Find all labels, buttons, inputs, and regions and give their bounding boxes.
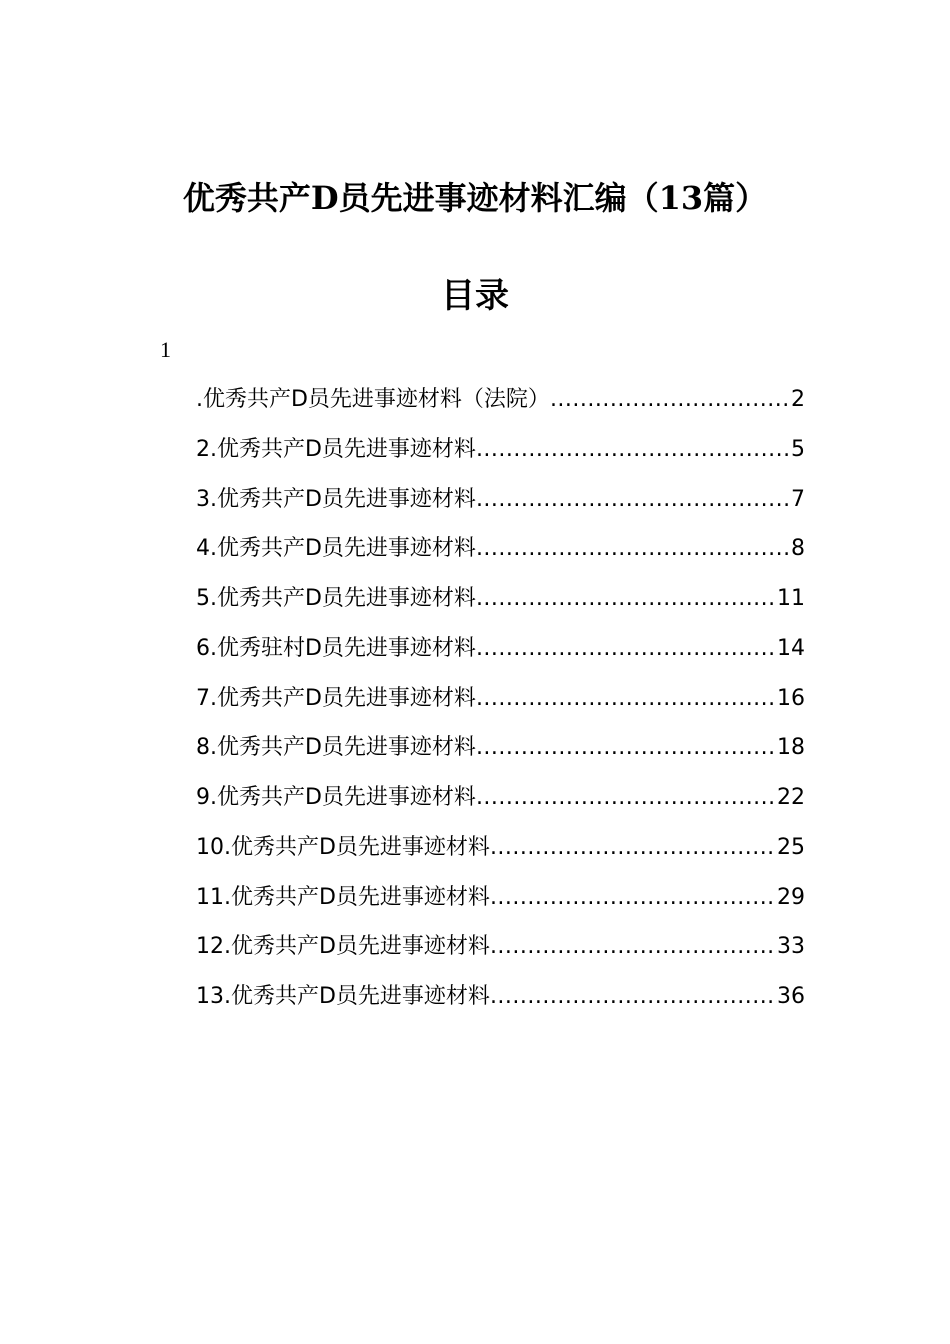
- toc-entry[interactable]: [196, 375, 805, 425]
- toc-entry[interactable]: [196, 723, 805, 773]
- document-title: 优秀共产D员先进事迹材料汇编（13篇）: [182, 179, 768, 217]
- toc-entry-title: 4.优秀共产D员先进事迹材料: [196, 536, 476, 562]
- toc-leader-dots: [550, 375, 791, 425]
- toc-leader-dots: [476, 524, 791, 574]
- toc-leader-dots: [490, 922, 777, 972]
- toc-entry-title: 8.优秀共产D员先进事迹材料: [196, 735, 476, 761]
- toc-entry[interactable]: [196, 823, 805, 873]
- toc-entry[interactable]: [196, 773, 805, 823]
- toc-entry-page: 14: [777, 635, 805, 661]
- table-of-contents: [196, 375, 805, 1022]
- toc-entry-page: 29: [777, 884, 805, 910]
- toc-entry-page: 5: [791, 436, 805, 462]
- toc-entry[interactable]: [196, 475, 805, 525]
- toc-entry-page: 18: [777, 735, 805, 761]
- toc-entry-title: 11.优秀共产D员先进事迹材料: [196, 884, 490, 910]
- toc-entry-title: 7.优秀共产D员先进事迹材料: [196, 685, 476, 711]
- toc-leader-dots: [476, 475, 791, 525]
- toc-entry[interactable]: [196, 574, 805, 624]
- toc-leader-dots: [490, 823, 777, 873]
- toc-entry-title: 3.优秀共产D员先进事迹材料: [196, 486, 476, 512]
- toc-entry-title: .优秀共产D员先进事迹材料（法院）: [196, 387, 550, 412]
- toc-entry-title: 6.优秀驻村D员先进事迹材料: [196, 635, 476, 661]
- toc-leader-dots: [490, 873, 777, 923]
- toc-entry-page: 33: [777, 934, 805, 960]
- toc-leader-dots: [476, 624, 777, 674]
- toc-leader-dots: [476, 574, 777, 624]
- toc-entry-title: 12.优秀共产D员先进事迹材料: [196, 934, 490, 960]
- toc-leader-dots: [476, 425, 791, 475]
- toc-entry-title: 13.优秀共产D员先进事迹材料: [196, 984, 490, 1009]
- toc-entry-page: 16: [777, 685, 805, 711]
- toc-entry[interactable]: [196, 524, 805, 574]
- toc-entry-title: 5.优秀共产D员先进事迹材料: [196, 586, 476, 611]
- toc-entry-page: 2: [791, 387, 805, 412]
- toc-heading: 目录: [441, 276, 509, 316]
- toc-entry-title: 2.优秀共产D员先进事迹材料: [196, 436, 476, 462]
- toc-leader-dots: [476, 723, 777, 773]
- toc-entry-page: 11: [777, 586, 805, 611]
- toc-entry-page: 8: [791, 536, 805, 562]
- toc-entry-page: 25: [777, 834, 805, 860]
- toc-entry[interactable]: [196, 922, 805, 972]
- toc-entry-page: 36: [777, 984, 805, 1009]
- toc-leader-dots: [476, 773, 777, 823]
- toc-leader-dots: [476, 674, 777, 724]
- page-number-label: 1: [160, 337, 171, 362]
- toc-entry-title: 9.优秀共产D员先进事迹材料: [196, 785, 476, 810]
- toc-entry[interactable]: [196, 972, 805, 1022]
- toc-entry[interactable]: [196, 674, 805, 724]
- toc-entry-page: 7: [791, 486, 805, 512]
- toc-leader-dots: [490, 972, 777, 1022]
- toc-entry-title: 10.优秀共产D员先进事迹材料: [196, 834, 490, 860]
- toc-entry[interactable]: [196, 624, 805, 674]
- toc-entry-page: 22: [777, 785, 805, 810]
- toc-entry[interactable]: [196, 425, 805, 475]
- toc-entry[interactable]: [196, 873, 805, 923]
